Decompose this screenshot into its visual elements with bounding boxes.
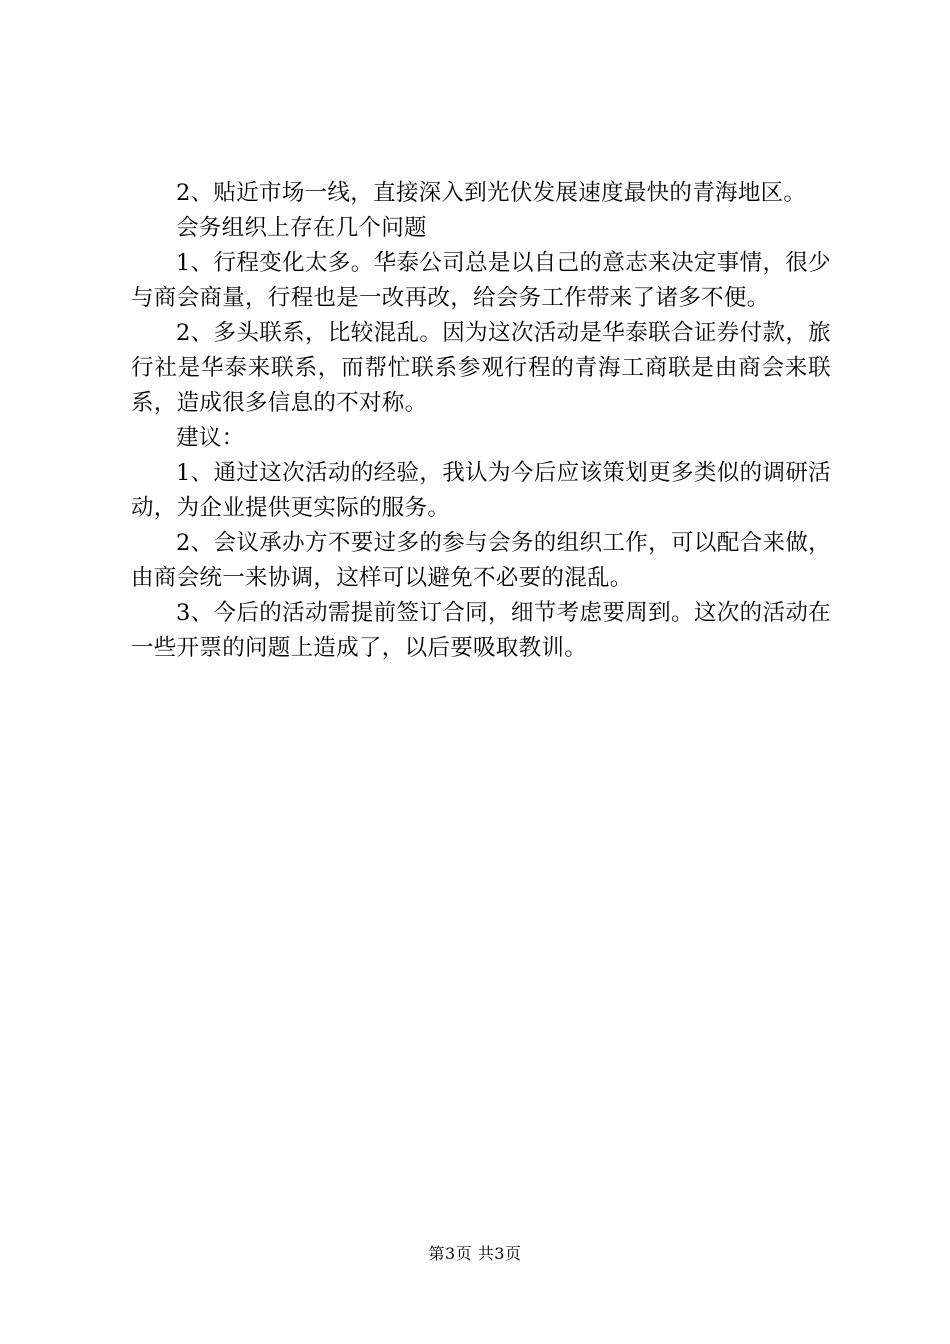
paragraph-suggestion-3: 3、今后的活动需提前签订合同，细节考虑要周到。这次的活动在一些开票的问题上造成了，以后要吸取教训。 <box>131 600 831 661</box>
paragraph-point-2-market: 2、贴近市场一线，直接深入到光伏发展速度最快的青海地区。 <box>176 180 807 206</box>
paragraph-suggestion-1: 1、通过这次活动的经验，我认为今后应该策划更多类似的调研活动，为企业提供更实际的服务。 <box>131 460 831 521</box>
paragraph-issue-2: 2、多头联系，比较混乱。因为这次活动是华泰联合证券付款，旅行社是华泰来联系，而帮忙联系参观行程的青海工商联是由商会来联系，造成很多信息的不对称。 <box>131 320 831 416</box>
paragraph-issues-heading: 会务组织上存在几个问题 <box>176 215 427 241</box>
paragraph-issue-1: 1、行程变化太多。华泰公司总是以自己的意志来决定事情，很少与商会商量，行程也是一改再改，给会务工作带来了诸多不便。 <box>131 250 831 311</box>
paragraph-suggestions-heading: 建议： <box>176 425 245 451</box>
page-number-footer: 第3页 共3页 <box>428 1244 522 1263</box>
document-body <box>131 176 831 666</box>
paragraph-suggestion-2: 2、会议承办方不要过多的参与会务的组织工作，可以配合来做，由商会统一来协调，这样可以避免不必要的混乱。 <box>131 530 831 591</box>
